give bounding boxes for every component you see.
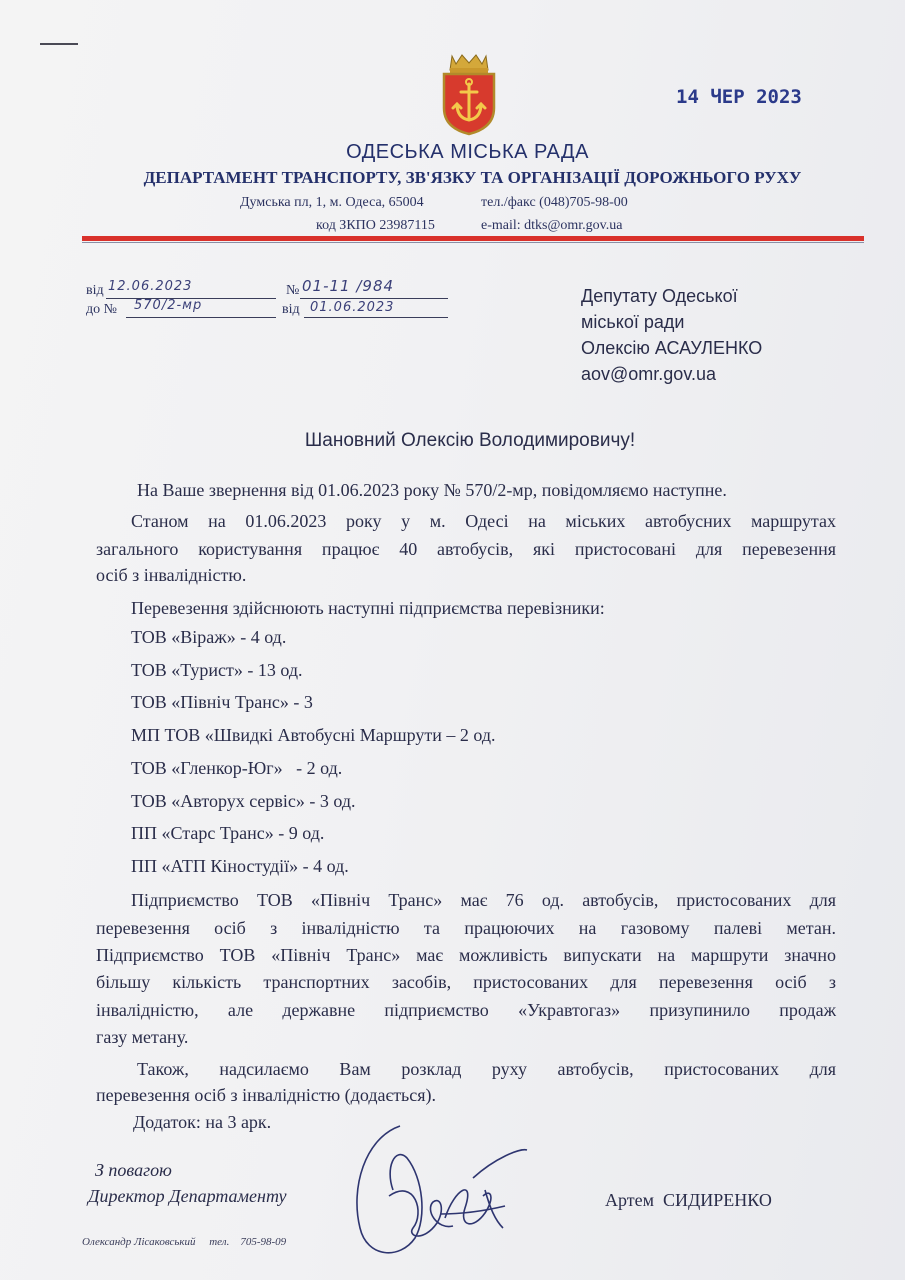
paragraph-pivnich-trans-line: перевезення осіб з інвалідністю та працюючих на газовому палеві метан.	[96, 918, 836, 938]
paragraph-schedule-line: перевезення осіб з інвалідністю (додається).	[96, 1085, 437, 1105]
paragraph-pivnich-trans-line: більшу кількість транспортних засобів, пристосованих для перевезення осіб з	[96, 972, 836, 992]
incoming-stamp-date: 14 ЧЕР 2023	[676, 86, 802, 108]
executor-contact: Олександр Лісаковський тел. 705-98-09	[82, 1236, 287, 1248]
margin-dash	[40, 43, 78, 45]
phone: тел./факс (048)705-98-00	[481, 195, 628, 210]
header-divider	[82, 236, 864, 241]
header-divider-thin	[82, 242, 864, 243]
email: e-mail: dtks@omr.gov.ua	[481, 218, 623, 233]
reference-number: 570/2-мр	[134, 298, 203, 313]
paragraph-pivnich-trans-line: Підприємство ТОВ «Північ Транс» має можливість випускати на маршрути значно	[96, 945, 836, 965]
signer-name: Артем СИДИРЕНКО	[605, 1190, 772, 1210]
salutation: Шановний Олексію Володимировичу!	[304, 430, 636, 451]
carrier-item: ТОВ «Авторух сервіс» - 3 од.	[131, 791, 356, 811]
paragraph-status-line: Станом на 01.06.2023 року у м. Одесі на міських автобусних маршрутах	[131, 511, 836, 531]
paragraph-carriers-intro: Перевезення здійснюють наступні підприємства перевізники:	[131, 598, 605, 618]
reference-number-label: до №	[86, 302, 117, 317]
paragraph-pivnich-trans-line: інвалідністю, але державне підприємство «Укравтогаз» призупинило продаж	[96, 1000, 836, 1020]
org-name: ОДЕСЬКА МІСЬКА РАДА	[346, 141, 589, 163]
address: Думська пл, 1, м. Одеса, 65004	[240, 195, 424, 210]
paragraph-status-line: загального користування працює 40 автобусів, які пристосовані для перевезення	[96, 539, 836, 559]
outgoing-number-label: №	[286, 283, 300, 298]
signer-position: Директор Департаменту	[88, 1186, 287, 1206]
carrier-item: ПП «АТП Кіностудії» - 4 од.	[131, 856, 349, 876]
addressee-line: Депутату Одеської	[581, 286, 738, 306]
attachment-note: Додаток: на 3 арк.	[133, 1112, 272, 1132]
paragraph-pivnich-trans-line: газу метану.	[96, 1027, 189, 1047]
reference-number-line	[126, 317, 276, 318]
paragraph-schedule-line: Також, надсилаємо Вам розклад руху автобусів, пристосованих для	[137, 1059, 836, 1079]
outgoing-date-label: від	[86, 283, 104, 298]
carrier-item: ПП «Старс Транс» - 9 од.	[131, 823, 325, 843]
reference-date-label: від	[282, 302, 300, 317]
addressee-email: aov@omr.gov.ua	[581, 364, 717, 384]
carrier-item: МП ТОВ «Швидкі Автобусні Маршрути – 2 од.	[131, 725, 496, 745]
paragraph-pivnich-trans-line: Підприємство ТОВ «Північ Транс» має 76 од. автобусів, пристосованих для	[131, 890, 836, 910]
closing-regards: З повагою	[95, 1160, 172, 1180]
carrier-item: ТОВ «Віраж» - 4 од.	[131, 627, 287, 647]
carrier-item: ТОВ «Північ Транс» - 3	[131, 692, 313, 712]
handwritten-signature	[345, 1118, 535, 1268]
reference-date: 01.06.2023	[310, 300, 395, 315]
department-name: ДЕПАРТАМЕНТ ТРАНСПОРТУ, ЗВ'ЯЗКУ ТА ОРГАНІЗАЦІЇ ДОРОЖНЬОГО РУХУ	[143, 168, 802, 187]
reference-date-line	[304, 317, 448, 318]
registry-code: код ЗКПО 23987115	[316, 218, 435, 233]
paragraph-intro: На Ваше звернення від 01.06.2023 року № 570/2-мр, повідомляємо наступне.	[137, 480, 727, 500]
addressee-line: міської ради	[581, 312, 685, 332]
outgoing-date: 12.06.2023	[108, 279, 193, 294]
addressee-name: Олексію АСАУЛЕНКО	[581, 338, 763, 358]
odesa-coat-of-arms-icon	[440, 52, 498, 136]
carrier-item: ТОВ «Турист» - 13 од.	[131, 660, 303, 680]
outgoing-number: 01-11 /984	[302, 277, 395, 295]
paragraph-status-line: осіб з інвалідністю.	[96, 565, 247, 585]
outgoing-number-line	[300, 298, 448, 299]
carrier-item: ТОВ «Гленкор-Юг» - 2 од.	[131, 758, 343, 778]
addressee-block	[581, 283, 762, 387]
